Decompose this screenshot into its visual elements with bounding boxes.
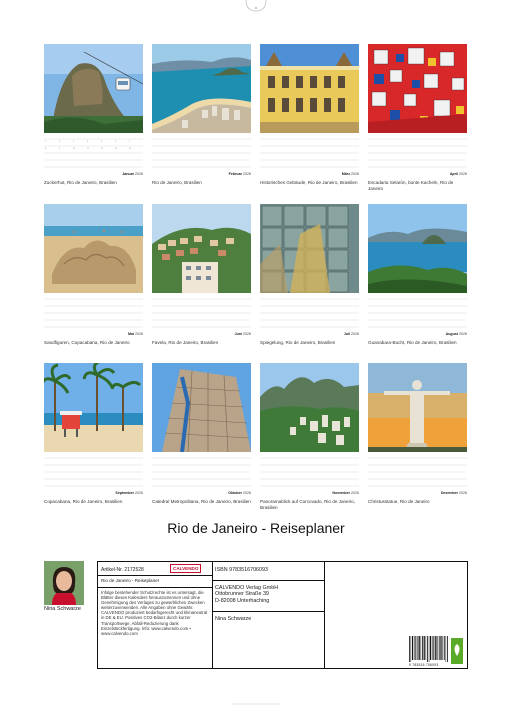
month-cell-august (368, 204, 467, 354)
svg-text:2: 2 (59, 141, 61, 143)
month-year: 2026 (459, 491, 467, 495)
month-label (344, 332, 359, 336)
month-name: September (115, 491, 134, 495)
photo-caption: Spiegelung, Rio de Janeiro, Brasilien (260, 340, 336, 345)
photo-panorama (260, 363, 359, 452)
photo-favela (152, 204, 251, 293)
month-year: 2026 (459, 172, 467, 176)
month-year: 2026 (351, 491, 359, 495)
svg-text:11: 11 (87, 148, 90, 150)
calendar-grid (152, 456, 251, 490)
svg-text:10: 10 (73, 148, 76, 150)
divider (98, 587, 212, 588)
photo-bay (368, 204, 467, 293)
month-year: 2026 (135, 491, 143, 495)
month-label (115, 491, 143, 495)
photo-caption: Christusstatue, Rio de Janeiro (368, 499, 430, 504)
svg-text:14: 14 (129, 148, 132, 150)
svg-text:12: 12 (101, 148, 104, 150)
month-cell-september (44, 363, 143, 513)
month-cell-april (368, 44, 467, 194)
month-year: 2026 (135, 172, 143, 176)
month-label (441, 491, 467, 495)
svg-text:6: 6 (115, 141, 117, 143)
month-name: April (449, 172, 458, 176)
calendar-grid (44, 137, 143, 171)
month-name: März (341, 172, 350, 176)
product-title: Rio de Janeiro - Reiseplaner (101, 578, 160, 583)
svg-text:13: 13 (115, 148, 118, 150)
month-year: 2026 (135, 332, 143, 336)
publisher-city: D-82008 Unterhaching (215, 597, 270, 604)
hanger-hook (0, 0, 512, 20)
photo-caption: Sandfiguren, Copacabana, Rio de Janeiro (44, 340, 130, 345)
photo-caption: Catedral Metropolitana, Rio de Janeiro, Brasilien (152, 499, 251, 504)
month-label (128, 332, 143, 336)
divider (98, 575, 212, 576)
month-label (229, 172, 251, 176)
photo-historic-building (260, 44, 359, 133)
month-name: November (332, 491, 350, 495)
barcode-column (324, 562, 467, 668)
photo-reflection (260, 204, 359, 293)
calendar-grid (152, 137, 251, 171)
month-cell-januar (44, 44, 143, 194)
barcode (409, 636, 449, 662)
brand-logo: CALVENDO (170, 564, 201, 573)
month-cell-mai (44, 204, 143, 354)
calendar-grid (260, 297, 359, 331)
month-label (332, 491, 359, 495)
month-name: Oktober (228, 491, 242, 495)
svg-text:1: 1 (45, 141, 47, 143)
photo-caption: Copacabana, Rio de Janeiro, Brasilien (44, 499, 123, 504)
calendar-grid (260, 137, 359, 171)
month-cell-oktober (152, 363, 251, 513)
author-name: Nina Schwarze (44, 606, 81, 612)
barcode-number: 9 783516 706093 (409, 663, 439, 667)
photo-caption: Zuckerhut, Rio de Janeiro, Brasilien (44, 180, 117, 185)
month-label (122, 172, 143, 176)
photo-sand (44, 204, 143, 293)
calendar-grid (368, 456, 467, 490)
month-cell-dezember (368, 363, 467, 513)
month-year: 2026 (351, 332, 359, 336)
calendar-grid (44, 456, 143, 490)
photo-sugarloaf (44, 44, 143, 133)
calendar-grid (368, 137, 467, 171)
photo-beach-palms (44, 363, 143, 452)
legal-text: Infolge bestehender Schutzrechte ist es untersagt, die Blätter dieses Kalenders herauszutrennen und ohne Genehmigung des Verlages zu gewerblichen Zwecken weiterzuverwenden. Alle Angaben ohne Gewähr. CALVENDO produziert bedarfsgerecht und klimaneutral in DE & EU. Positives CO2-Bilanz durch kurzer Transportwege, Abfall-Reduzierung dank Einzelstückfertigung. Info: www.calvendo.com • www.calvendo.com (101, 590, 208, 636)
svg-text:7: 7 (129, 141, 131, 143)
month-label (228, 491, 251, 495)
svg-text:8: 8 (45, 148, 47, 150)
photo-caption: Guanabara-Bucht, Rio de Janeiro, Brasilien (368, 340, 457, 345)
calendar-grid (368, 297, 467, 331)
publisher-name: CALVENDO Verlag GmbH (215, 585, 279, 591)
month-row (44, 44, 468, 194)
calendar-grid (44, 297, 143, 331)
svg-text:9: 9 (59, 148, 61, 150)
divider (212, 611, 324, 612)
product-info-column (98, 562, 213, 668)
month-name: Juni (234, 332, 242, 336)
photo-caption: Escadaria Selarón, bunte Kacheln, Rio de Janeiro (368, 180, 454, 191)
month-name: Februar (228, 172, 242, 176)
photo-caption: Panoramablick auf Corcovado, Rio de Janeiro, Brasilien (260, 499, 355, 510)
month-year: 2026 (243, 491, 251, 495)
svg-text:4: 4 (87, 141, 89, 143)
month-name: Mai (128, 332, 134, 336)
month-label (235, 332, 251, 336)
photo-caption: Historisches Gebäude, Rio de Janeiro, Brasilien (260, 180, 358, 185)
month-cell-februar (152, 44, 251, 194)
calendar-grid (260, 456, 359, 490)
month-row (44, 204, 468, 354)
month-label (450, 172, 467, 176)
photo-caption: Rio de Janeiro, Brasilien (152, 180, 202, 185)
month-label (446, 332, 467, 336)
month-year: 2026 (243, 172, 251, 176)
article-number: Artikel-Nr. 2172528 (101, 567, 144, 573)
photo-caption: Favela, Rio de Janeiro, Brasilien (152, 340, 219, 345)
publisher-author: Nina Schwarze (215, 616, 252, 622)
month-name: Dezember (440, 491, 458, 495)
svg-text:3: 3 (73, 141, 75, 143)
isbn: ISBN 9783516706093 (215, 567, 269, 573)
calvendo-leaf-logo (451, 638, 463, 664)
month-year: 2026 (459, 332, 467, 336)
month-cell-maerz (260, 44, 359, 194)
publisher-address (215, 585, 278, 604)
month-label (342, 172, 359, 176)
publisher-street: Ottobrunner Straße 39 (215, 591, 269, 598)
month-cell-november (260, 363, 359, 513)
calendar-grid (152, 297, 251, 331)
divider (212, 580, 324, 581)
month-cell-juni (152, 204, 251, 354)
photo-cathedral (152, 363, 251, 452)
calendar-title: Rio de Janeiro - Reiseplaner (167, 520, 345, 536)
photo-tiles (368, 44, 467, 133)
month-name: Januar (122, 172, 134, 176)
publisher-column (212, 562, 325, 668)
month-year: 2026 (351, 172, 359, 176)
month-row (44, 363, 468, 513)
author-portrait (44, 561, 84, 605)
month-name: August (445, 332, 458, 336)
month-year: 2026 (243, 332, 251, 336)
bottom-fold-mark (0, 690, 512, 710)
product-info-box (97, 561, 468, 669)
photo-copacabana-aerial (152, 44, 251, 133)
month-name: Juli (343, 332, 350, 336)
photo-christ (368, 363, 467, 452)
month-cell-juli (260, 204, 359, 354)
svg-text:5: 5 (101, 141, 103, 143)
